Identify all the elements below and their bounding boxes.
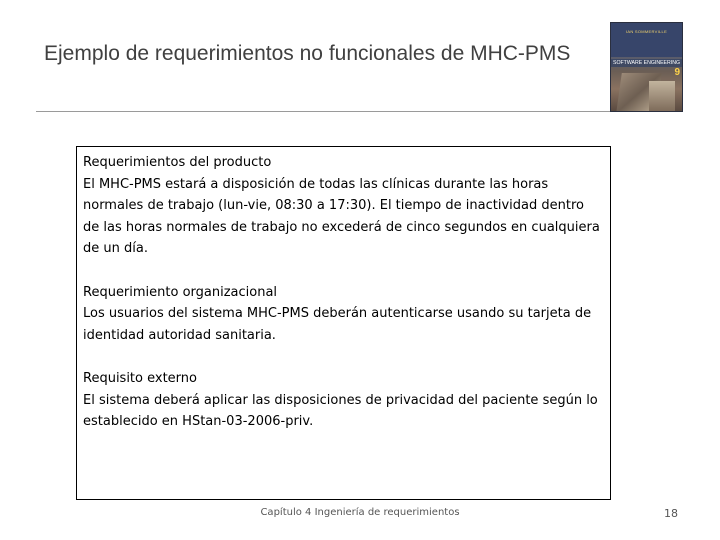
book-cover-image [610, 22, 683, 112]
requirement-organizational [83, 282, 604, 347]
book-cover-building-secondary [649, 81, 675, 112]
book-cover-author: IAN SOMMERVILLE [625, 29, 668, 34]
book-cover-title: SOFTWARE ENGINEERING [611, 59, 682, 67]
requirement-text: Los usuarios del sistema MHC-PMS deberán autenticarse usando su tarjeta de identidad autoridad sanitaria. [83, 306, 592, 343]
slide-title: Ejemplo de requerimientos no funcionales de MHC-PMS [44, 42, 571, 65]
requirement-heading: Requerimientos del producto [83, 155, 272, 170]
requirement-product [83, 152, 604, 260]
slide-footer: Capítulo 4 Ingeniería de requerimientos [260, 507, 460, 518]
title-divider [36, 111, 610, 112]
requirement-external [83, 368, 604, 433]
requirement-text: El MHC-PMS estará a disposición de todas las clínicas durante las horas normales de trabajo (lun-vie, 08:30 a 17:30). El tiempo de inactividad dentro de las horas normales de trabajo no excederá de cinco segundos en cualquiera de un día. [83, 176, 600, 257]
requirements-box [76, 146, 611, 500]
page-number: 18 [664, 507, 678, 520]
requirement-heading: Requerimiento organizacional [83, 284, 278, 300]
requirement-heading: Requisito externo [83, 370, 197, 386]
requirement-text: El sistema deberá aplicar las disposiciones de privacidad del paciente según lo establecido en HStan-03-2006-priv. [83, 392, 598, 430]
book-cover-edition: 9 [674, 67, 680, 78]
